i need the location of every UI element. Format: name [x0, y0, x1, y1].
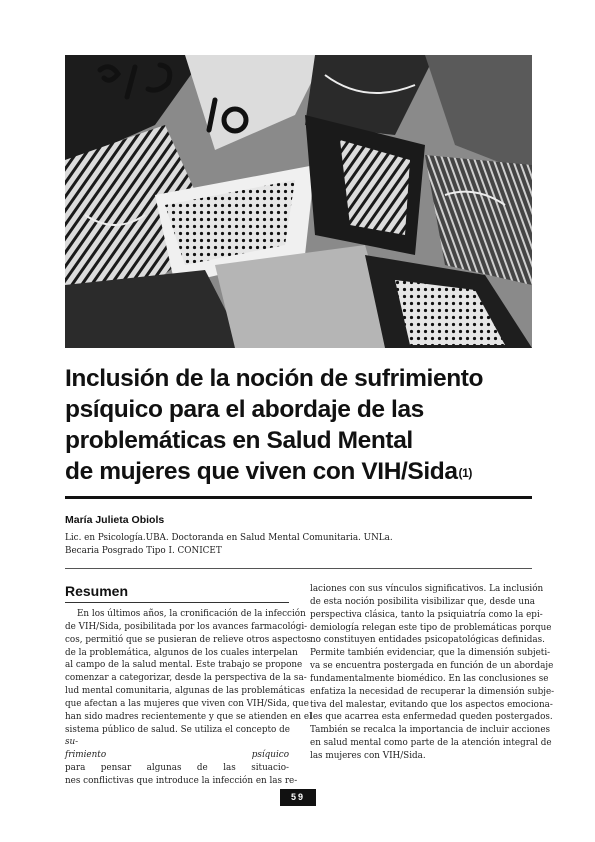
italic-term: frimiento psíquico	[65, 750, 289, 761]
abstract-text: para pensar algunas de las situacio-	[65, 763, 289, 774]
abstract-line: al campo de la salud mental. Este trabajo se propone	[65, 660, 303, 671]
section-divider	[65, 568, 532, 569]
abstract-line: de la problemática, algunos de los cuales interpelan	[65, 647, 298, 658]
author-name: María Julieta Obiols	[65, 514, 165, 526]
abstract-line: fundamentalmente biomédico. En las conclusiones se	[310, 673, 549, 684]
abstract-column-right	[310, 583, 555, 763]
author-affiliation	[65, 532, 532, 558]
title-rule	[65, 496, 532, 499]
abstract-line: cos, permitió que se pusieran de relieve otros aspectos	[65, 634, 311, 645]
abstract-line: les que acarrea esta enfermedad queden postergados.	[310, 712, 553, 723]
abstract-line: las mujeres con VIH/Sida.	[310, 750, 426, 761]
title-line-text: de mujeres que viven con VIH/Sida	[65, 458, 458, 485]
abstract-line: enfatiza la necesidad de recuperar la dimensión subje-	[310, 686, 555, 697]
abstract-text: sistema público de salud. Se utiliza el concepto de	[65, 724, 290, 735]
abstract-line: nes conflictivas que introduce la infección en las re-	[65, 775, 298, 786]
abstract-line: lud mental comunitaria, algunas de las problemáticas	[65, 686, 305, 697]
affiliation-line: Lic. en Psicología.UBA. Doctoranda en Salud Mental Comunitaria. UNLa.	[65, 533, 393, 543]
italic-term: su-	[65, 737, 79, 748]
abstract-line: tiva del malestar, evitando que los aspectos emociona-	[310, 699, 553, 710]
title-line: problemáticas en Salud Mental	[65, 427, 413, 454]
abstract-line: va se encuentra postergada en función de un abordaje	[310, 661, 554, 672]
abstract-line: perspectiva clásica, tanto la psiquiatría como la epi-	[310, 609, 543, 620]
cover-artwork	[65, 55, 532, 348]
abstract-line	[65, 749, 289, 775]
article-title	[65, 363, 535, 487]
abstract-line	[65, 724, 289, 750]
heading-underline	[65, 602, 289, 603]
abstract-line: han sido madres recientemente y que se atienden en el	[65, 711, 312, 722]
abstract-line: en salud mental como parte de la atención integral de	[310, 738, 552, 749]
page-number: 59	[280, 789, 316, 806]
abstract-column-left	[65, 608, 312, 788]
abstract-line: En los últimos años, la cronificación de la infección	[77, 609, 306, 619]
title-line	[65, 456, 535, 487]
abstract-line: demiología relegan este tipo de problemáticas porque	[310, 622, 552, 633]
abstract-line: Permite también evidenciar, que la dimensión subjeti-	[310, 648, 551, 659]
abstract-line: no constituyen entidades psicopatológicas definidas.	[310, 635, 545, 646]
abstract-line: laciones con sus vínculos significativos. La inclusión	[310, 584, 544, 594]
abstract-line: También se recalca la importancia de incluir acciones	[310, 725, 551, 736]
title-footnote-marker[interactable]: (1)	[458, 466, 473, 480]
abstract-line: que afectan a las mujeres que viven con VIH/Sida, que	[65, 698, 309, 709]
section-heading: Resumen	[65, 583, 129, 599]
affiliation-line: Becaria Posgrado Tipo I. CONICET	[65, 546, 222, 556]
title-line: psíquico para el abordaje de las	[65, 396, 424, 423]
abstract-line: de VIH/Sida, posibilitada por los avances farmacológi-	[65, 621, 308, 632]
title-line: Inclusión de la noción de sufrimiento	[65, 365, 484, 392]
abstract-line: comenzar a categorizar, desde la perspectiva de la sa-	[65, 673, 307, 684]
abstract-line: de esta noción posibilita visibilizar que, desde una	[310, 596, 536, 607]
